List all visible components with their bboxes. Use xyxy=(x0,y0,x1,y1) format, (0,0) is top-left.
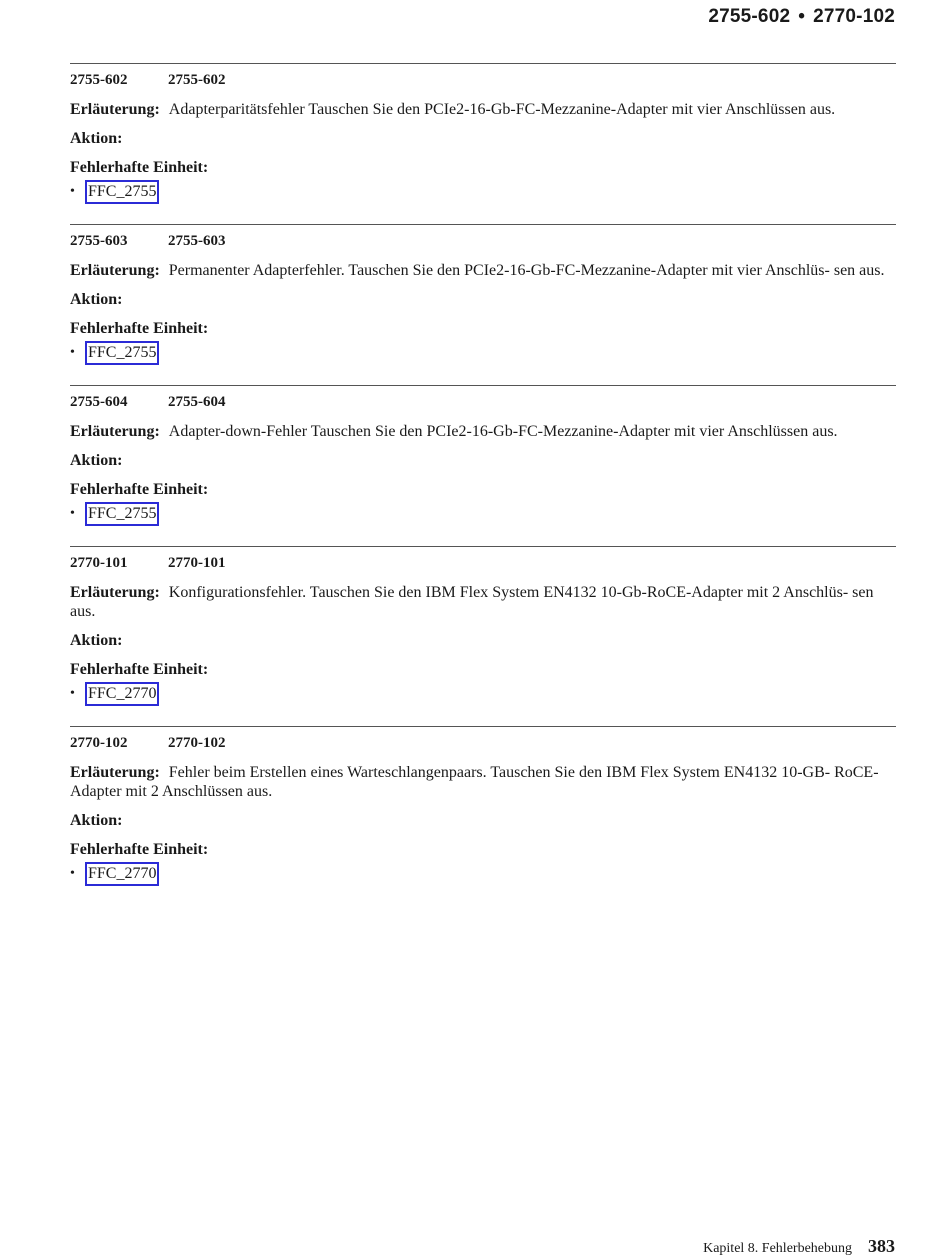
explanation-label: Erläuterung: xyxy=(70,584,160,601)
error-code: 2770-102 xyxy=(70,735,128,751)
failing-unit-list xyxy=(70,681,896,707)
error-entry xyxy=(70,63,896,224)
list-item xyxy=(70,681,896,707)
action-label: Aktion: xyxy=(70,291,123,308)
error-code-row xyxy=(70,72,896,90)
action-label: Aktion: xyxy=(70,452,123,469)
action-label: Aktion: xyxy=(70,130,123,147)
explanation-label: Erläuterung: xyxy=(70,262,160,279)
error-entry xyxy=(70,385,896,546)
running-header xyxy=(708,6,895,28)
list-item xyxy=(70,501,896,527)
error-code-title: 2770-101 xyxy=(168,555,226,571)
explanation xyxy=(70,763,896,801)
ffc-link[interactable]: FFC_2755 xyxy=(85,341,159,365)
explanation xyxy=(70,100,896,119)
explanation xyxy=(70,422,896,441)
error-code-row xyxy=(70,735,896,753)
failing-unit-list xyxy=(70,501,896,527)
explanation-label: Erläuterung: xyxy=(70,764,160,781)
failing-unit-list xyxy=(70,861,896,887)
header-separator: • xyxy=(798,6,806,27)
error-entry xyxy=(70,224,896,385)
header-range-start: 2755-602 xyxy=(708,6,791,27)
ffc-link[interactable]: FFC_2770 xyxy=(85,862,159,886)
error-code: 2755-603 xyxy=(70,233,128,249)
chapter-title: Kapitel 8. Fehlerbehebung xyxy=(703,1241,852,1256)
explanation-label: Erläuterung: xyxy=(70,101,160,118)
failing-unit-label: Fehlerhafte Einheit: xyxy=(70,159,209,176)
bullet: • xyxy=(70,345,75,360)
header-range-end: 2770-102 xyxy=(813,6,895,27)
list-item xyxy=(70,340,896,366)
error-code-title: 2770-102 xyxy=(168,735,226,751)
explanation-text: Adapter-down-Fehler Tauschen Sie den PCIe2-16-Gb-FC-Mezzanine-Adapter mit vier Anschlüssen aus. xyxy=(168,423,838,440)
error-code: 2770-101 xyxy=(70,555,128,571)
failing-unit-label: Fehlerhafte Einheit: xyxy=(70,661,209,678)
page-number: 383 xyxy=(868,1236,895,1256)
error-code-title: 2755-603 xyxy=(168,233,226,249)
error-entry xyxy=(70,726,896,887)
error-code: 2755-604 xyxy=(70,394,128,410)
ffc-link[interactable]: FFC_2770 xyxy=(85,682,159,706)
error-code-title: 2755-602 xyxy=(168,72,226,88)
failing-unit-label: Fehlerhafte Einheit: xyxy=(70,481,209,498)
explanation-text: Permanenter Adapterfehler. Tauschen Sie den PCIe2-16-Gb-FC-Mezzanine-Adapter mit vier Anschlüs- sen aus. xyxy=(168,262,885,279)
error-code-list xyxy=(70,63,896,887)
ffc-link[interactable]: FFC_2755 xyxy=(85,502,159,526)
failing-unit-list xyxy=(70,340,896,366)
error-code: 2755-602 xyxy=(70,72,128,88)
explanation-label: Erläuterung: xyxy=(70,423,160,440)
ffc-link[interactable]: FFC_2755 xyxy=(85,180,159,204)
error-code-row xyxy=(70,394,896,412)
explanation-text: Konfigurationsfehler. Tauschen Sie den IBM Flex System EN4132 10-Gb-RoCE-Adapter mit 2 Anschlüs- sen aus. xyxy=(70,584,874,620)
explanation-text: Fehler beim Erstellen eines Warteschlangenpaars. Tauschen Sie den IBM Flex System EN4132 10-GB- RoCE-Adapter mit 2 Anschlüssen aus. xyxy=(70,764,879,800)
explanation xyxy=(70,583,896,621)
list-item xyxy=(70,179,896,205)
bullet: • xyxy=(70,184,75,199)
list-item xyxy=(70,861,896,887)
action-label: Aktion: xyxy=(70,632,123,649)
failing-unit-list xyxy=(70,179,896,205)
bullet: • xyxy=(70,866,75,881)
bullet: • xyxy=(70,686,75,701)
error-entry xyxy=(70,546,896,726)
explanation xyxy=(70,261,896,280)
error-code-row xyxy=(70,555,896,573)
bullet: • xyxy=(70,506,75,521)
page-footer xyxy=(703,1236,895,1257)
failing-unit-label: Fehlerhafte Einheit: xyxy=(70,841,209,858)
explanation-text: Adapterparitätsfehler Tauschen Sie den PCIe2-16-Gb-FC-Mezzanine-Adapter mit vier Anschlüssen aus. xyxy=(168,101,836,118)
action-label: Aktion: xyxy=(70,812,123,829)
failing-unit-label: Fehlerhafte Einheit: xyxy=(70,320,209,337)
error-code-title: 2755-604 xyxy=(168,394,226,410)
error-code-row xyxy=(70,233,896,251)
